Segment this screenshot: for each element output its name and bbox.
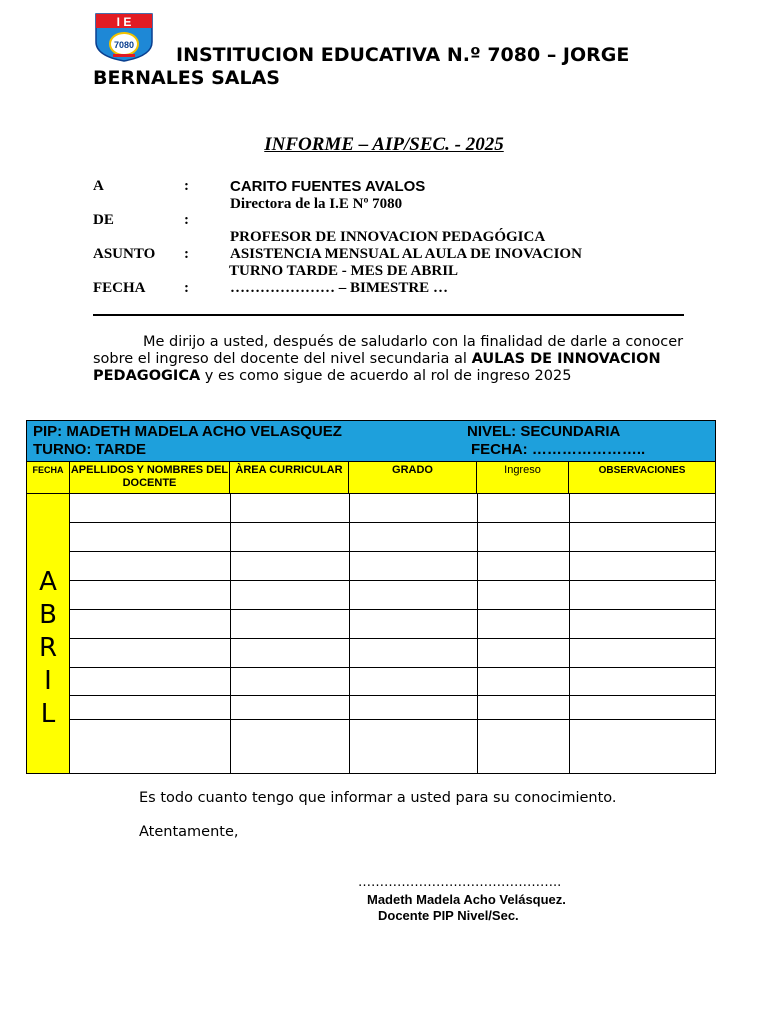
table-row	[70, 580, 715, 581]
table-info-header	[27, 421, 715, 461]
memo-to-role: Directora de la I.E Nº 7080	[230, 196, 403, 212]
signature-line: ………………………………………..	[358, 875, 562, 890]
column-divider	[230, 494, 231, 773]
memo-date-value: ………………… – BIMESTRE …	[230, 280, 448, 296]
closing-line: Es todo cuanto tengo que informar a usted para su conocimiento.	[139, 790, 617, 806]
table-row	[70, 609, 715, 610]
memo-to-label: A	[93, 178, 104, 194]
memo-from-label: DE	[93, 212, 114, 228]
memo-colon: :	[184, 280, 189, 296]
month-letter: L	[40, 699, 56, 729]
memo-date-label: FECHA	[93, 280, 146, 296]
month-column	[27, 494, 70, 773]
column-header-area: ÀREA CURRICULAR	[230, 462, 349, 493]
table-row	[70, 522, 715, 523]
divider-line	[93, 314, 684, 316]
body-paragraph: Me dirijo a usted, después de saludarlo con la finalidad de darle a conocer sobre el ingreso del docente del nivel secundaria al AULAS DE INNOVACION PEDAGOGICA y es como sigue de acuerdo al rol de ingreso 2025	[93, 334, 684, 384]
signature-name: Madeth Madela Acho Velásquez.	[367, 892, 566, 907]
fecha-label: FECHA: …………………..	[471, 441, 646, 458]
closing-greeting: Atentamente,	[139, 824, 239, 840]
column-divider	[477, 494, 478, 773]
memo-subject-label: ASUNTO	[93, 246, 156, 262]
memo-to-name: CARITO FUENTES AVALOS	[230, 178, 426, 195]
month-letter: A	[39, 567, 57, 597]
column-header-grado: GRADO	[349, 462, 477, 493]
column-header-fecha: FECHA	[27, 462, 70, 493]
table-row	[70, 719, 715, 720]
month-letter: B	[39, 600, 57, 630]
memo-from-value: PROFESOR DE INNOVACION PEDAGÓGICA	[230, 229, 546, 245]
body-bold-text: AULAS DE INNOVACION PEDAGOGICA	[93, 351, 661, 384]
column-divider	[569, 494, 570, 773]
month-letter: R	[38, 633, 58, 663]
memo-subject-line2: TURNO TARDE - MES DE ABRIL	[229, 263, 459, 279]
svg-text:I E: I E	[116, 15, 132, 29]
table-column-headers	[27, 461, 715, 494]
school-name: INSTITUCION EDUCATIVA N.º 7080 – JORGE BERNALES SALAS	[93, 44, 630, 89]
turno-label: TURNO: TARDE	[33, 441, 147, 458]
report-title: INFORME – AIP/SEC. - 2025	[264, 134, 504, 155]
month-letter: I	[44, 666, 52, 696]
pip-name: PIP: MADETH MADELA ACHO VELASQUEZ	[33, 423, 342, 440]
memo-colon: :	[184, 246, 189, 262]
svg-text:7080: 7080	[113, 40, 135, 50]
nivel-label: NIVEL: SECUNDARIA	[467, 423, 621, 440]
column-header-ingreso: Ingreso	[477, 462, 569, 493]
attendance-table	[26, 420, 716, 774]
memo-colon: :	[184, 212, 189, 228]
table-row	[70, 695, 715, 696]
table-row	[70, 667, 715, 668]
memo-colon: :	[184, 178, 189, 194]
column-header-docente: APELLIDOS Y NOMBRES DEL DOCENTE	[70, 462, 230, 493]
column-divider	[349, 494, 350, 773]
signature-role: Docente PIP Nivel/Sec.	[378, 908, 519, 923]
memo-subject-line1: ASISTENCIA MENSUAL AL AULA DE INOVACION	[230, 246, 582, 262]
table-row	[70, 551, 715, 552]
column-header-observaciones: OBSERVACIONES	[598, 465, 686, 476]
table-row	[70, 638, 715, 639]
